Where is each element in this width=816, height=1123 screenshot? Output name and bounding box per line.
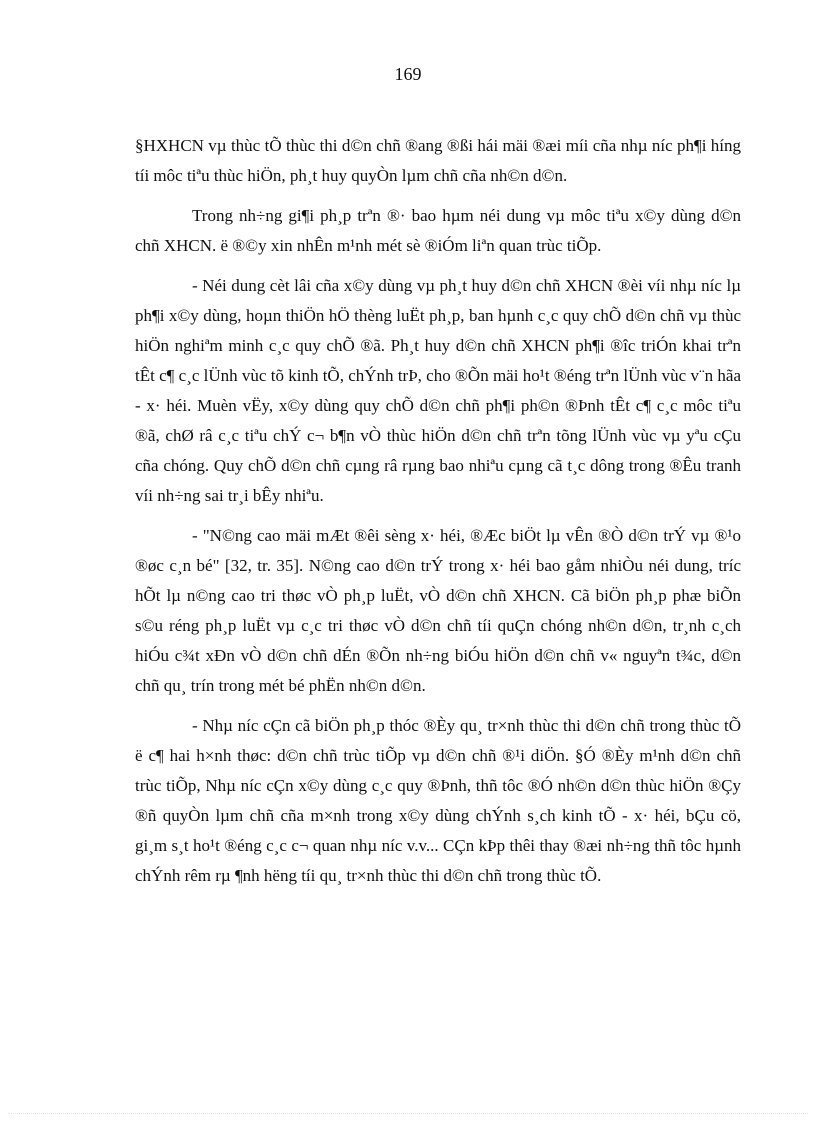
paragraph-intro: Trong nh÷ng gi¶i ph¸p trªn ®· bao hµm néi dung vµ môc tiªu x©y dùng d©n chñ XHCN. ë ®©y xin nhÊn m¹nh mét sè ®iÓm liªn quan trùc tiÕp. bbox=[135, 206, 741, 255]
paragraph-continuation: §HXHCN vµ thùc tÕ thùc thi d©n chñ ®ang ®ßi hái mäi ®æi míi cña nhµ níc ph¶i híng tíi môc tiªu thùc hiÖn, ph¸t huy quyÒn lµm chñ cña nh©n d©n. bbox=[135, 136, 741, 185]
body-text bbox=[135, 131, 741, 901]
paragraph-point-social-life: - "N©ng cao mäi mÆt ®êi sèng x· héi, ®Æc biÖt lµ vÊn ®Ò d©n trÝ vµ ®¹o ®øc c¸n bé" [32, tr. 35]. N©ng cao d©n trÝ trong x· héi bao gåm nhiÒu néi dung, tríc hÕt lµ n©ng cao tri thøc vÒ ph¸p luËt, vÒ d©n chñ XHCN. Cã biÖn ph¸p phæ biÕn s©u réng ph¸p luËt vµ c¸c tri thøc vÒ d©n chñ tíi quÇn chóng nh©n d©n, tr¸nh c¸ch hiÓu c¾t xÐn vÒ d©n chñ dÉn ®Õn nh÷ng biÓu hiÖn d©n chñ v« nguyªn t¾c, d©n chñ qu¸ trín trong mét bé phËn nh©n d©n. bbox=[135, 526, 741, 695]
page-bottom-divider bbox=[8, 1113, 808, 1114]
paragraph-point-direct-democracy: - Nhµ níc cÇn cã biÖn ph¸p thóc ®Èy qu¸ tr×nh thùc thi d©n chñ trong thùc tÕ ë c¶ hai h×nh thøc: d©n chñ trùc tiÕp vµ d©n chñ ®¹i diÖn. §Ó ®Èy m¹nh d©n chñ trùc tiÕp, Nhµ níc cÇn x©y dùng c¸c quy ®Þnh, thñ tôc ®Ó nh©n d©n thùc hiÖn ®Çy ®ñ quyÒn lµm chñ cña m×nh trong x©y dùng chÝnh s¸ch kinh tÕ - x· héi, bÇu cö, gi¸m s¸t ho¹t ®éng c¸c c¬ quan nhµ níc v.v... CÇn kÞp thêi thay ®æi nh÷ng thñ tôc hµnh chÝnh rêm rµ ¶nh hëng tíi qu¸ tr×nh thùc thi d©n chñ trong thùc tÕ. bbox=[135, 716, 741, 885]
paragraph-point-legal-system: - Néi dung cèt lâi cña x©y dùng vµ ph¸t huy d©n chñ XHCN ®èi víi nhµ níc lµ ph¶i x©y dùng, hoµn thiÖn hÖ thèng luËt ph¸p, ban hµnh c¸c quy chÕ d©n chñ vµ thùc hiÖn nghiªm minh c¸c quy chÕ ®ã. Ph¸t huy d©n chñ XHCN ph¶i ®îc triÓn khai trªn tÊt c¶ c¸c lÜnh vùc tõ kinh tÕ, chÝnh trÞ, cho ®Õn mäi ho¹t ®éng trªn lÜnh vùc v¨n hãa - x· héi. Muèn vËy, x©y dùng quy chÕ d©n chñ ph¶i ph©n ®Þnh tÊt c¶ c¸c môc tiªu ®ã, chØ râ c¸c tiªu chÝ c¬ b¶n vÒ thùc hiÖn d©n chñ trªn tõng lÜnh vùc vµ yªu cÇu cña chóng. Quy chÕ d©n chñ cµng râ rµng bao nhiªu cµng cã t¸c dông trong ®Êu tranh víi nh÷ng sai tr¸i bÊy nhiªu. bbox=[135, 276, 741, 505]
page-number: 169 bbox=[394, 64, 422, 84]
